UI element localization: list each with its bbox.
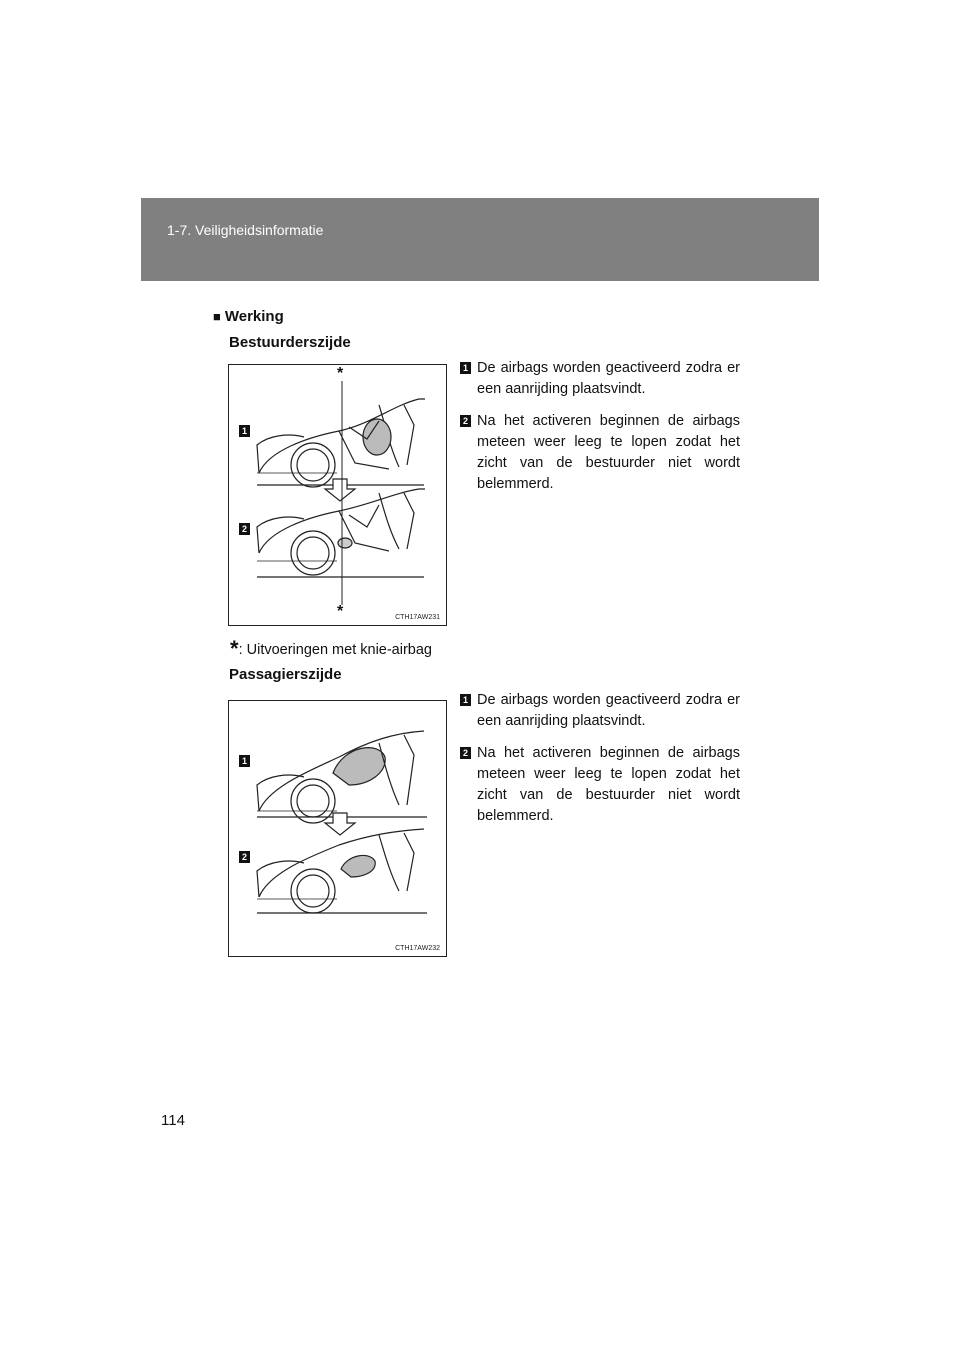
driver-side-title: Bestuurderszijde: [229, 334, 351, 351]
passenger-step-1: [460, 690, 740, 732]
step-2-badge: 2: [239, 523, 250, 535]
page-number: 114: [161, 1112, 185, 1129]
step-1-badge: 1: [239, 755, 250, 767]
passenger-side-title: Passagierszijde: [229, 666, 342, 683]
passenger-step-2: [460, 743, 740, 827]
step-1-badge: 1: [239, 425, 250, 437]
knee-airbag-footnote: [230, 636, 432, 662]
step-1-text: De airbags worden geactiveerd zodra er een aanrijding plaatsvindt.: [477, 692, 740, 729]
footnote-asterisk: *: [230, 636, 239, 661]
step-2-badge: 2: [460, 415, 471, 427]
driver-step-1: [460, 358, 740, 400]
driver-airbag-illustration: [229, 365, 446, 625]
figure-code: CTH17AW232: [395, 945, 440, 952]
section-header-band: [141, 198, 819, 281]
heading-title: Werking: [224, 308, 284, 325]
figure-code: CTH17AW231: [395, 614, 440, 621]
passenger-airbag-illustration: [229, 701, 446, 956]
driver-step-2: [460, 411, 740, 495]
step-2-text: Na het activeren beginnen de airbags meteen weer leeg te lopen zodat het zicht van de bestuurder niet wordt belemmerd.: [477, 413, 740, 492]
asterisk-marker-bottom: *: [337, 603, 344, 620]
step-2-badge: 2: [239, 851, 250, 863]
step-2-badge: 2: [460, 747, 471, 759]
driver-airbag-figure: [228, 364, 447, 626]
step-1-badge: 1: [460, 694, 471, 706]
passenger-steps: [460, 690, 740, 838]
heading-werking: [213, 308, 284, 325]
section-title: 1-7. Veiligheidsinformatie: [167, 222, 324, 238]
heading-bullet: ■: [213, 309, 221, 324]
footnote-text: : Uitvoeringen met knie-airbag: [238, 642, 432, 658]
step-1-badge: 1: [460, 362, 471, 374]
step-1-text: De airbags worden geactiveerd zodra er een aanrijding plaatsvindt.: [477, 360, 740, 397]
step-2-text: Na het activeren beginnen de airbags meteen weer leeg te lopen zodat het zicht van de bestuurder niet wordt belemmerd.: [477, 745, 740, 824]
asterisk-marker-top: *: [337, 365, 344, 382]
passenger-airbag-figure: [228, 700, 447, 957]
driver-steps: [460, 358, 740, 506]
